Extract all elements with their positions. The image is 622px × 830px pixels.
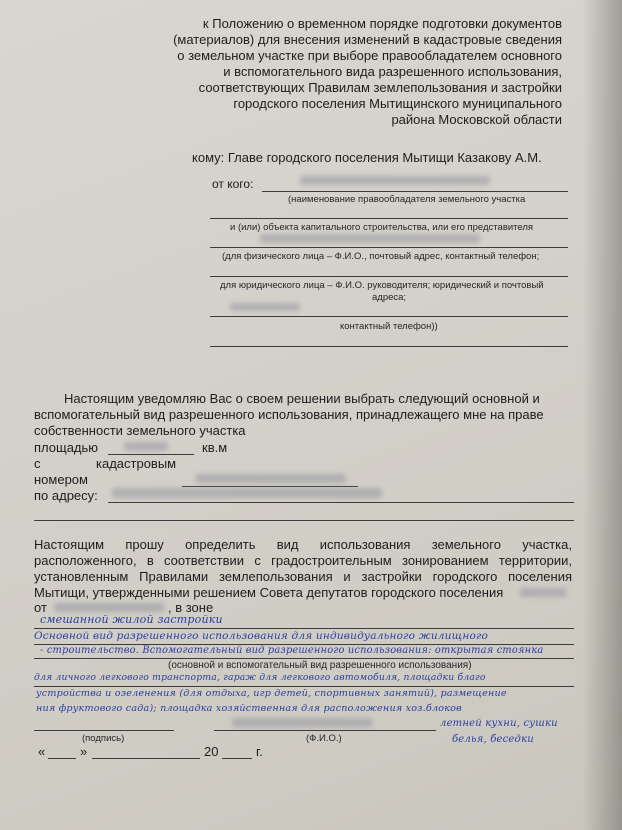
- cadastral-line: [182, 486, 358, 487]
- handwritten-line-7: белья, беседки: [452, 734, 534, 745]
- area-unit: кв.м: [202, 440, 228, 455]
- header-line-5: соответствующих Правилам землепользования и застройки: [198, 80, 562, 95]
- name-hint: (Ф.И.О.): [306, 733, 342, 744]
- hint-addresses: адреса;: [372, 292, 407, 303]
- addressee-to: кому: Главе городского поселения Мытищи Казакову А.М.: [192, 150, 542, 165]
- hint-legal: для юридического лица – Ф.И.О. руководителя; юридический и почтовый: [220, 280, 544, 291]
- from-line-4: [210, 276, 568, 277]
- name-line: [214, 730, 436, 731]
- handwritten-line-6: летней кухни, сушки: [440, 718, 558, 729]
- notice-line-1: Настоящим уведомляю Вас о своем решении выбрать следующий основной и: [64, 391, 540, 406]
- date-year-line: [222, 758, 252, 759]
- from-line-6: [210, 346, 568, 347]
- with-label: с: [34, 456, 41, 471]
- use-line-3: [34, 686, 574, 687]
- header-line-1: к Положению о временном порядке подготовки документов: [202, 16, 562, 31]
- date-day-line: [48, 758, 76, 759]
- address-line-1: [108, 502, 574, 503]
- redacted-property-address: [112, 488, 382, 498]
- redacted-cadastral: [196, 474, 346, 483]
- redacted-address: [260, 234, 480, 243]
- handwritten-zone: смешанной жилой застройки: [40, 613, 223, 626]
- header-line-3: о земельном участке при выборе правообладателем основного: [177, 48, 562, 63]
- request-line-1: Настоящим прошу определить вид использования земельного участка,: [34, 537, 572, 552]
- handwritten-line-1: Основной вид разрешенного использования для индивидуального жилищного: [34, 630, 489, 642]
- handwritten-line-2: - строительство. Вспомогательный вид разрешенного использования: открытая стоянка: [40, 645, 544, 656]
- area-line: [108, 454, 194, 455]
- header-line-2: (материалов) для внесения изменений в кадастровые сведения: [173, 32, 562, 47]
- hint-owner: (наименование правообладателя земельного участка: [288, 194, 526, 205]
- signature-hint: (подпись): [82, 733, 125, 744]
- header-line-6: городского поселения Мытищинского муниципального: [233, 96, 562, 111]
- header-line-7: района Московской области: [391, 112, 562, 127]
- use-hint: (основной и вспомогательный вид разрешенного использования): [168, 660, 472, 671]
- request-line-2: расположенного, в соответствии с градостроительным зонированием территории,: [34, 553, 572, 568]
- request-line-3: установленным Правилами землепользования и застройки городского поселения: [34, 569, 572, 584]
- from-line: [262, 191, 568, 192]
- redacted-from: [300, 176, 490, 185]
- use-line-2: [34, 658, 574, 659]
- date-quote-close: »: [80, 744, 88, 759]
- redacted-council: [520, 588, 566, 597]
- handwritten-line-4: устройства и озеленения (для отдыха, игр детей, спортивных занятий), размещение: [36, 688, 507, 699]
- page-shadow: [582, 0, 622, 830]
- request-line-4: Мытищи, утвержденными решением Совета депутатов городского поселения: [34, 585, 504, 600]
- from-line-2: [210, 218, 568, 219]
- date-month-line: [92, 758, 200, 759]
- date-year-suffix: г.: [256, 744, 263, 759]
- redacted-area: [124, 442, 168, 451]
- date-year-prefix: 20: [204, 744, 219, 759]
- zone-line: [34, 628, 574, 629]
- from-line-5: [210, 316, 568, 317]
- header-line-4: и вспомогательного вида разрешенного использования,: [223, 64, 562, 79]
- cadastral-label: кадастровым: [96, 456, 177, 471]
- signature-line: [34, 730, 174, 731]
- zone-label: , в зоне: [168, 600, 214, 615]
- date-quote-open: «: [38, 744, 46, 759]
- address-label: по адресу:: [34, 488, 98, 503]
- hint-object: и (или) объекта капитального строительства, или его представителя: [230, 222, 534, 233]
- hint-phone: контактный телефон)): [340, 321, 438, 332]
- hint-individual: (для физического лица – Ф.И.О., почтовый адрес, контактный телефон;: [222, 251, 540, 262]
- from-line-3: [210, 247, 568, 248]
- address-line-2: [34, 520, 574, 521]
- area-label: площадью: [34, 440, 99, 455]
- request-from-label: от: [34, 600, 47, 615]
- from-label: от кого:: [212, 177, 254, 191]
- redacted-signer: [232, 718, 372, 727]
- redacted-phone: [230, 303, 300, 311]
- handwritten-line-5: ния фруктового сада); площадка хозяйственная для расположения хоз.блоков: [36, 703, 462, 714]
- notice-line-3: собственности земельного участка: [34, 423, 246, 438]
- redacted-decision-date: [54, 603, 164, 612]
- handwritten-line-3: для личного легкового транспорта, гараж для легкового автомобиля, площадки благо: [34, 672, 486, 683]
- number-label: номером: [34, 472, 88, 487]
- notice-line-2: вспомогательный вид разрешенного использования, принадлежащего мне на праве: [34, 407, 544, 422]
